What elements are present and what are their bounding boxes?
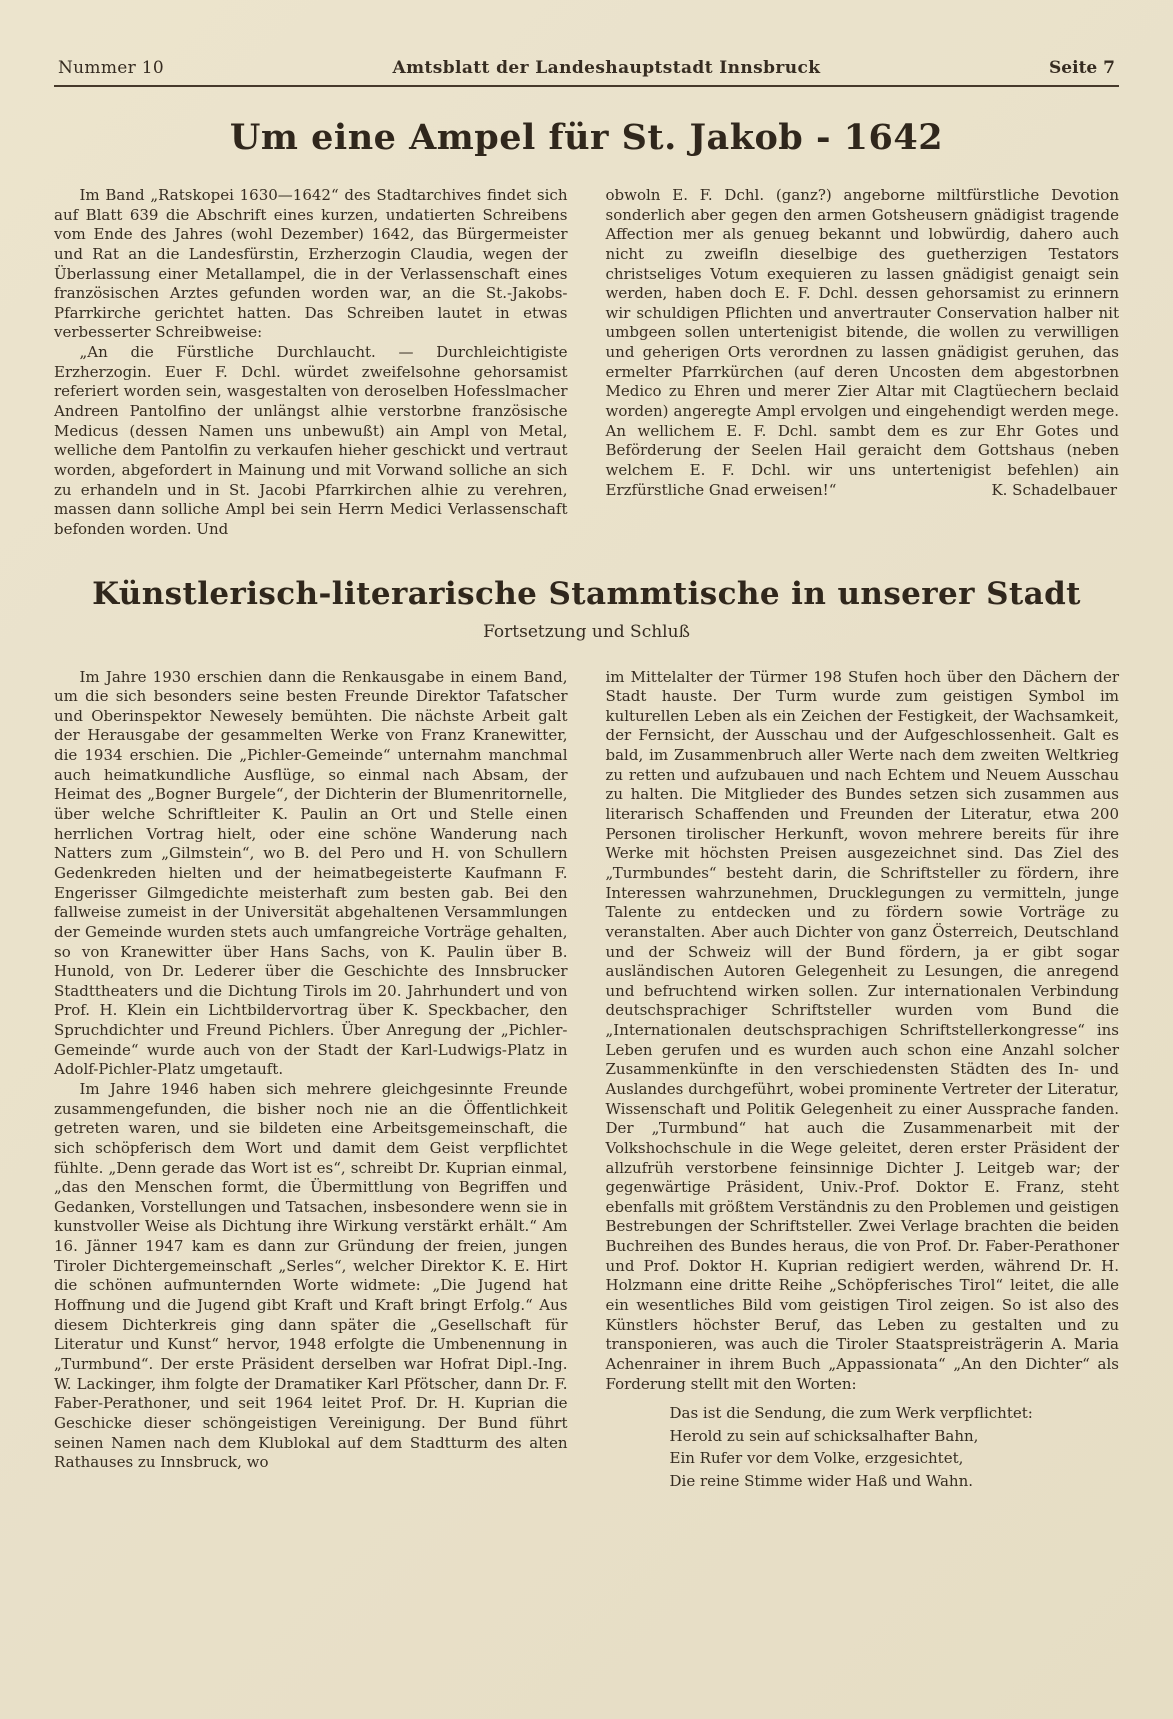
article1-title: Um eine Ampel für St. Jakob - 1642 [229,117,944,158]
poem-quote [670,1402,1120,1492]
paragraph: „An die Fürstliche Durchlaucht. — Durchleichtigiste Erzherzogin. Euer F. Dchl. würdet zweifelsohne gehorsamist referiert worden sein, wasgestalten von deroselben Hofesslmacher Andreen Pantolfino der unlängst alhie verstorbne französische Medicus (dessen Namen uns unbewußt) ain Ampl von Metal, welliche dem Pantolfin zu verkaufen hieher geschickt und vertraut worden, abgefordert in Mainung und mit Vorwand solliche an sich zu erhandeln und in St. Jacobi Pfarrkirchen alhie zu verehren, massen dann solliche Ampl bei sein Herrn Medici Verlassenschaft befonden worden. Und [54,343,568,538]
poem-line: Die reine Stimme wider Haß und Wahn. [669,1471,974,1490]
poem-line: Herold zu sein auf schicksalhafter Bahn, [669,1426,979,1445]
article2-title: Künstlerisch-literarische Stammtische in unserer Stadt [92,575,1081,612]
article1-columns [54,186,1119,540]
author-signature: K. Schadelbauer [991,480,1117,499]
paragraph: obwoln E. F. Dchl. (ganz?) angeborne miltfürstliche Devotion sonderlich aber gegen den armen Gotsheusern gnädigist tragende Affection mer als genueg bekannt und lobwürdig, dahero auch nicht zu zweifln dieselbige des guetherzigen Testators christseliges Votum exequieren zu lassen gnädigist genaigt sein werden, haben doch E. F. Dchl. dessen gehorsamist zu erinnern wir schuldigen Pflichten und anvertrauter Conservation halber nit umbgeen sollen untertenigist bitende, die wollen zu verwilligen und geherigen Orts verordnen zu lassen gnädigist geruhen, das ermelter Pfarrkürchen (auf deren Uncosten dem abgestorbnen Medico zu Ehren und merer Zier Altar mit Clagtüechern beclaid worden) angeregte Ampl ervolgen und eingehendigt werden mege. An wellichem E. F. Dchl. sambt dem es zur Ehr Gotes und Beförderung der Seelen Hail geraicht dem Gottshaus (neben welchem E. F. Dchl. wir uns untertenigist befehlen) ain Erzfürstliche Gnad erweisen!“ [605,186,1119,499]
article-stammtische [54,576,1119,1493]
article2-columns [54,668,1119,1493]
paragraph: im Mittelalter der Türmer 198 Stufen hoch über den Dächern der Stadt hauste. Der Turm wurde zum geistigen Symbol im kulturellen Leben als ein Zeichen der Festigkeit, der Wachsamkeit, der Fernsicht, der Ausschau und der Aufgeschlossenheit. Galt es bald, im Zusammenbruch aller Werte nach dem zweiten Weltkrieg zu retten und aufzubauen und nach Echtem und Neuem Ausschau zu halten. Die Mitglieder des Bundes setzen sich zusammen aus literarisch Schaffenden und Freunden der Literatur, etwa 200 Personen tirolischer Herkunft, wovon mehrere bereits für ihre Werke mit höchsten Preisen ausgezeichnet sind. Das Ziel des „Turmbundes“ besteht darin, die Schriftsteller zu fördern, ihre Interessen wahrzunehmen, Drucklegungen zu vermitteln, junge Talente zu entdecken und zu fördern sowie Vorträge zu veranstalten. Aber auch Dichter von ganz Österreich, Deutschland und der Schweiz will der Bund fördern, ja er gibt sogar ausländischen Autoren Gelegenheit zu Lesungen, die anregend und befruchtend wirken sollen. Zur internationalen Verbindung deutschsprachiger Schriftsteller wurden vom Bund die „Internationalen deutschsprachigen Schriftstellerkongresse“ ins Leben gerufen und es wurden auch schon eine Anzahl solcher Zusammenkünfte in den verschiedensten Städten des In- und Auslandes durchgeführt, wobei prominente Vertreter der Literatur, Wissenschaft und Politik Gelegenheit zu einer Aussprache fanden. Der „Turmbund“ hat auch die Zusammenarbeit mit der Volkshochschule in die Wege geleitet, deren erster Präsident der allzufrüh verstorbene feinsinnige Dichter J. Leitgeb war; der gegenwärtige Präsident, Univ.-Prof. Doktor E. Franz, steht ebenfalls mit größtem Verständnis zu den Problemen und geistigen Bestrebungen der Schriftsteller. Zwei Verlage brachten die beiden Buchreihen des Bundes heraus, die von Prof. Dr. Faber-Perathoner und Prof. Doktor H. Kuprian redigiert werden, während Dr. H. Holzmann eine dritte Reihe „Schöpferisches Tirol“ leitet, die alle ein wesentliches Bild vom geistigen Tirol zeigen. So ist also des Künstlers höchster Beruf, das Leben zu gestalten und zu transponieren, was auch die Tiroler Staatspreisträgerin A. Maria Achenrainer in ihrem Buch „Appassionata“ „An den Dichter“ als Forderung stellt mit den Worten: [605,667,1119,1393]
article2-right-column [606,668,1120,1493]
poem-line: Das ist die Sendung, die zum Werk verpflichtet: [669,1404,1033,1423]
article2-subtitle: Fortsetzung und Schluß [483,621,690,642]
paragraph: Im Jahre 1930 erschien dann die Renkausgabe in einem Band, um die sich besonders seine besten Freunde Direktor Tafatscher und Oberinspektor Newesely bemühten. Die nächste Arbeit galt der Herausgabe der gesammelten Werke von Franz Kranewitter, die 1934 erschien. Die „Pichler-Gemeinde“ unternahm manchmal auch heimatkundliche Ausflüge, so einmal nach Absam, der Heimat des „Bogner Burgele“, der Dichterin der Blumenritornelle, über welche Schriftleiter K. Paulin an Ort und Stelle einen herrlichen Vortrag hielt, oder eine schöne Wanderung nach Natters zum „Gilmstein“, wo B. del Pero und H. von Schullern Gedenkreden hielten und der heimatbegeisterte Kaufmann F. Engerisser Gilmgedichte meisterhaft zum besten gab. Bei den fallweise zumeist in der Universität abgehaltenen Versammlungen der Gemeinde wurden stets auch umfangreiche Vorträge gehalten, so von Kranewitter über Hans Sachs, von K. Paulin über B. Hunold, von Dr. Lederer über die Geschichte des Innsbrucker Stadttheaters und die Dichtung Tirols im 20. Jahrhundert und von Prof. H. Klein ein Lichtbildervortrag über K. Speckbacher, den Spruchdichter und Freund Pichlers. Über Anregung der „Pichler-Gemeinde“ wurde auch von der Stadt der Karl-Ludwigs-Platz in Adolf-Pichler-Platz umgetauft. [54,667,568,1079]
issue-number: Nummer 10 [58,58,164,78]
page-number: Seite 7 [1049,58,1115,78]
article1-right-column [606,186,1120,500]
paragraph: Im Jahre 1946 haben sich mehrere gleichgesinnte Freunde zusammengefunden, die bisher noch nie an die Öffentlichkeit getreten waren, und sie bildeten eine Arbeitsgemeinschaft, die sich schöpferisch dem Wort und damit dem Geist verpflichtet fühlte. „Denn gerade das Wort ist es“, schreibt Dr. Kuprian einmal, „das den Menschen formt, die Übermittlung von Begriffen und Gedanken, Vorstellungen und Tatsachen, insbesondere wenn sie in kunstvoller Weise als Dichtung ihre Wirkung verstärkt erhält.“ Am 16. Jänner 1947 kam es dann zur Gründung der freien, jungen Tiroler Dichtergemeinschaft „Serles“, welcher Direktor K. E. Hirt die schönen aufmunternden Worte widmete: „Die Jugend hat Hoffnung und die Jugend gibt Kraft und Kraft bringt Erfolg.“ Aus diesem Dichterkreis ging dann später die „Gesellschaft für Literatur und Kunst“ hervor, 1948 erfolgte die Umbenennung in „Turmbund“. Der erste Präsident derselben war Hofrat Dipl.-Ing. W. Lackinger, ihm folgte der Dramatiker Karl Pfötscher, dann Dr. F. Faber-Perathoner, und seit 1964 leitet Prof. Dr. H. Kuprian die Geschicke dieser schöngeistigen Vereinigung. Der Bund führt seinen Namen nach dem Klublokal auf dem Stadtturm des alten Rathauses zu Innsbruck, wo [54,1079,568,1472]
masthead-title: Amtsblatt der Landeshauptstadt Innsbruck [392,58,821,78]
paragraph: Im Band „Ratskopei 1630—1642“ des Stadtarchives findet sich auf Blatt 639 die Abschrift eines kurzen, undatierten Schreibens vom Ende des Jahres (wohl Dezember) 1642, das Bürgermeister und Rat an die Landesfürstin, Erzherzogin Claudia, wegen der Überlassung einer Metallampel, die in der Verlassenschaft eines französischen Arztes gefunden worden war, an die St.-Jakobs-Pfarrkirche gerichtet hatten. Das Schreiben lautet in etwas verbesserter Schreibweise: [54,186,568,342]
article2-left-column [54,668,568,1473]
article1-left-column [54,186,568,540]
poem-line: Ein Rufer vor dem Volke, erzgesichtet, [669,1449,964,1468]
article-ampel [54,117,1119,540]
masthead-row [54,58,1119,87]
